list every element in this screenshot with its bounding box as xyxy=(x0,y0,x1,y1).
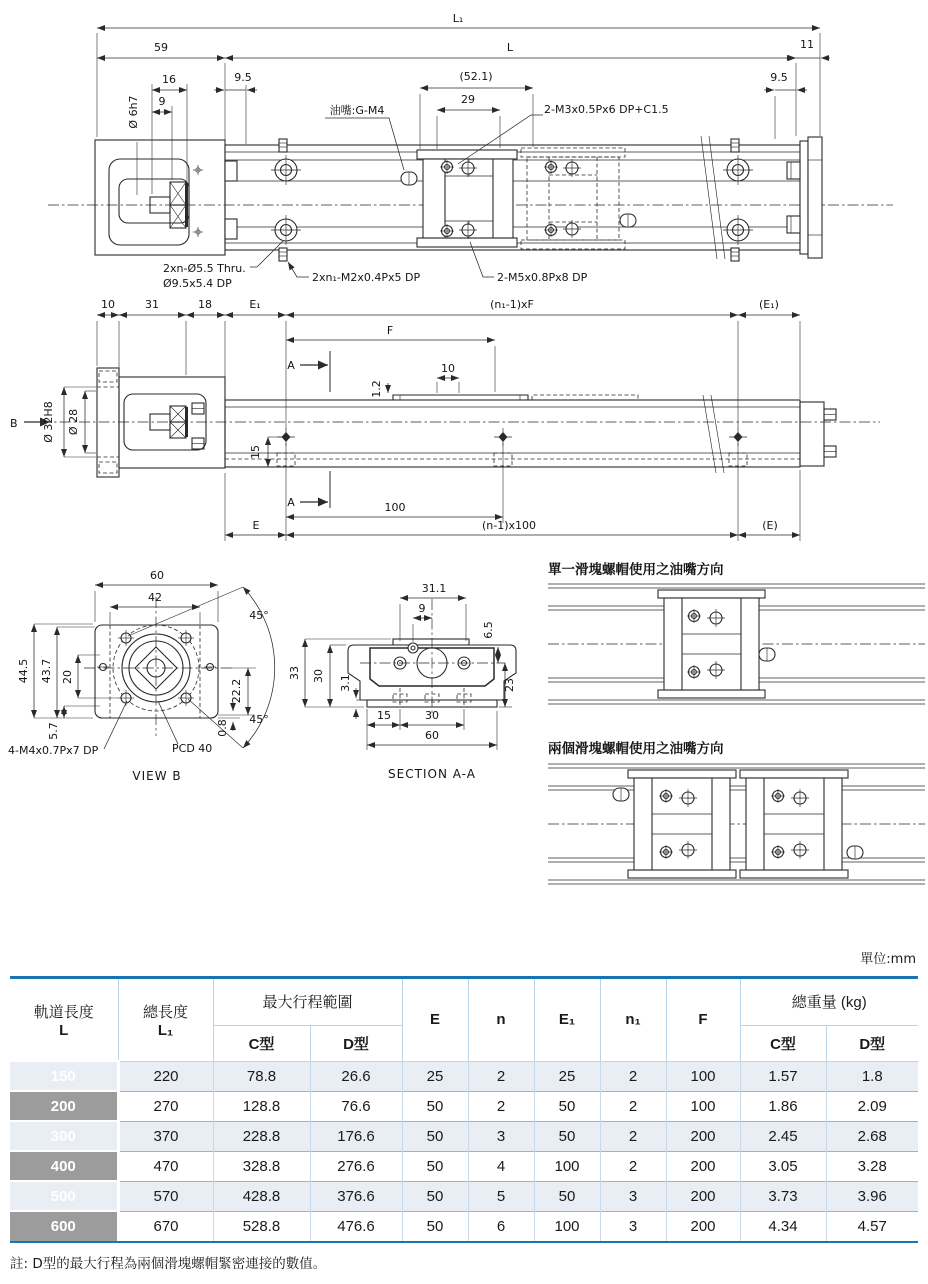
dim-31-section-label: 3.1 xyxy=(339,674,352,692)
motor-flange xyxy=(97,368,119,477)
col-header-e1: E₁ xyxy=(534,979,600,1061)
section-aa-drawing xyxy=(288,582,516,781)
col-header-total-length xyxy=(118,979,213,1061)
table-cell: 428.8 xyxy=(213,1181,310,1211)
nipple-double-diagram xyxy=(548,740,925,884)
dim-95-right-label: 9.5 xyxy=(770,71,788,84)
dim-100-label: 100 xyxy=(384,501,406,514)
table-cell: 276.6 xyxy=(310,1151,402,1181)
table-cell: 50 xyxy=(402,1091,468,1121)
side-view-drawing xyxy=(10,298,880,541)
view-b-drawing xyxy=(8,569,275,783)
dim-57-label: 5.7 xyxy=(47,722,60,740)
table-row xyxy=(10,1121,918,1151)
row-length-chip: 500 xyxy=(10,1181,118,1211)
table-cell: 470 xyxy=(118,1151,213,1181)
spec-table-wrapper xyxy=(10,976,918,1243)
table-cell: 2 xyxy=(468,1091,534,1121)
row-length-chip: 300 xyxy=(10,1121,118,1151)
table-cell: 3.73 xyxy=(740,1181,826,1211)
row-length-chip: 200 xyxy=(10,1091,118,1121)
col-header-total-weight: 總重量 (kg) xyxy=(740,979,918,1025)
table-cell: 2 xyxy=(600,1061,666,1091)
table-cell: 100 xyxy=(534,1151,600,1181)
table-cell: 128.8 xyxy=(213,1091,310,1121)
table-cell: 50 xyxy=(534,1181,600,1211)
col-header-total-symbol: L₁ xyxy=(157,1021,174,1039)
col-header-n: n xyxy=(468,979,534,1061)
table-cell: 100 xyxy=(666,1091,740,1121)
row-length-chip: 400 xyxy=(10,1151,118,1181)
dim-l-label: L xyxy=(506,41,514,54)
dim-30-label: 30 xyxy=(312,669,325,683)
table-cell: 100 xyxy=(666,1061,740,1091)
col-header-weight-d: D型 xyxy=(826,1025,918,1061)
dim-60-label: 60 xyxy=(150,569,164,582)
table-cell: 50 xyxy=(402,1211,468,1241)
table-cell: 50 xyxy=(402,1121,468,1151)
dim-60-section-label: 60 xyxy=(425,729,439,742)
dim-31-label: 31 xyxy=(145,298,159,311)
m4-thread-label: 4-M4x0.7Px7 DP xyxy=(8,744,99,757)
thru-hole-label-2: Ø9.5x5.4 DP xyxy=(163,277,232,290)
table-cell: 25 xyxy=(534,1061,600,1091)
nipple-single-title: 單一滑塊螺帽使用之油嘴方向 xyxy=(548,562,724,578)
unit-label: 單位:mm xyxy=(860,952,916,967)
table-cell: 2 xyxy=(600,1091,666,1121)
table-cell: 3.05 xyxy=(740,1151,826,1181)
dim-20-label: 20 xyxy=(61,670,74,684)
table-cell: 176.6 xyxy=(310,1121,402,1151)
thru-hole-label-1: 2xn-Ø5.5 Thru. xyxy=(163,262,246,275)
nipple-double-title: 兩個滑塊螺帽使用之油嘴方向 xyxy=(548,741,724,757)
dim-10-top-label: 10 xyxy=(441,362,455,375)
oil-port-label: 油嘴:G-M4 xyxy=(329,104,385,117)
footnote: 註: D型的最大行程為兩個滑塊螺帽緊密連接的數值。 xyxy=(10,1256,327,1272)
dim-08-label: 0.8 xyxy=(216,719,229,737)
table-cell: 4.34 xyxy=(740,1211,826,1241)
table-cell: 228.8 xyxy=(213,1121,310,1151)
col-header-track-length xyxy=(10,979,118,1061)
carriage-block-phantom xyxy=(521,148,636,249)
table-row xyxy=(10,1091,918,1121)
table-cell: 3 xyxy=(600,1181,666,1211)
dim-l1-label: L₁ xyxy=(452,12,464,25)
table-cell: 25 xyxy=(402,1061,468,1091)
table-cell: 2 xyxy=(600,1121,666,1151)
col-header-max-stroke: 最大行程範圍 xyxy=(213,979,402,1025)
nipple-single-diagram xyxy=(548,561,925,704)
table-cell: 200 xyxy=(666,1181,740,1211)
dim-18-label: 18 xyxy=(198,298,212,311)
dim-12-label: 1.2 xyxy=(370,380,383,398)
dim-95-left-label: 9.5 xyxy=(234,71,252,84)
table-cell: 50 xyxy=(534,1091,600,1121)
dim-437-label: 43.7 xyxy=(40,658,53,684)
table-row xyxy=(10,1211,918,1241)
col-header-f: F xyxy=(666,979,740,1061)
carriage-top-profile xyxy=(393,395,528,400)
dim-11-label: 11 xyxy=(800,38,814,51)
table-row xyxy=(10,1181,918,1211)
dim-n1f-label: (n₁-1)xF xyxy=(490,298,534,311)
dim-65-label: 6.5 xyxy=(482,621,495,639)
table-cell: 2.68 xyxy=(826,1121,918,1151)
m5-thread-label: 2-M5x0.8Px8 DP xyxy=(497,271,588,284)
table-cell: 76.6 xyxy=(310,1091,402,1121)
table-cell: 1.86 xyxy=(740,1091,826,1121)
col-header-weight-c: C型 xyxy=(740,1025,826,1061)
dim-33-label: 33 xyxy=(288,666,301,680)
dim-445-label: 44.5 xyxy=(17,658,30,684)
table-cell: 376.6 xyxy=(310,1181,402,1211)
pcd-label: PCD 40 xyxy=(172,742,213,755)
m2-thread-label: 2xn₁-M2x0.4Px5 DP xyxy=(312,271,421,284)
dim-16-label: 16 xyxy=(162,73,176,86)
spec-table xyxy=(10,979,918,1241)
view-b-arrow-label: B xyxy=(10,417,18,430)
table-cell: 476.6 xyxy=(310,1211,402,1241)
table-cell: 270 xyxy=(118,1091,213,1121)
table-cell: 1.8 xyxy=(826,1061,918,1091)
table-cell: 3.96 xyxy=(826,1181,918,1211)
table-cell: 200 xyxy=(666,1121,740,1151)
dim-10-label: 10 xyxy=(101,298,115,311)
section-a-top-label: A xyxy=(287,359,295,372)
dim-29-label: 29 xyxy=(461,93,475,106)
dim-45-top-label: 45° xyxy=(249,609,269,622)
dim-15-section-label: 15 xyxy=(377,709,391,722)
top-view-drawing xyxy=(48,12,893,290)
col-header-e: E xyxy=(402,979,468,1061)
table-cell: 3 xyxy=(468,1121,534,1151)
m3-thread-label: 2-M3x0.5Px6 DP+C1.5 xyxy=(544,103,669,116)
table-cell: 2.09 xyxy=(826,1091,918,1121)
dim-45-bottom-label: 45° xyxy=(249,713,269,726)
table-cell: 200 xyxy=(666,1151,740,1181)
row-length-chip: 600 xyxy=(10,1211,118,1241)
table-cell: 3.28 xyxy=(826,1151,918,1181)
carriage-block xyxy=(401,150,517,247)
table-cell: 1.57 xyxy=(740,1061,826,1091)
dim-15-label: 15 xyxy=(249,445,262,459)
dim-shaft-label: Ø 6h7 xyxy=(127,95,140,129)
section-a-bottom-label: A xyxy=(287,496,295,509)
table-cell: 2 xyxy=(468,1061,534,1091)
dim-e-paren-label: (E) xyxy=(762,519,778,532)
col-header-n1: n₁ xyxy=(600,979,666,1061)
section-aa-title: SECTION A-A xyxy=(388,767,476,781)
col-header-track-text: 軌道長度 xyxy=(33,1003,94,1021)
dim-dia32-label: Ø 32H8 xyxy=(42,401,55,443)
table-cell: 528.8 xyxy=(213,1211,310,1241)
dim-222-label: 22.2 xyxy=(230,678,243,704)
table-cell: 670 xyxy=(118,1211,213,1241)
table-cell: 26.6 xyxy=(310,1061,402,1091)
table-cell: 5 xyxy=(468,1181,534,1211)
table-cell: 50 xyxy=(402,1181,468,1211)
col-header-stroke-c: C型 xyxy=(213,1025,310,1061)
dim-9-label: 9 xyxy=(158,95,166,108)
dim-42-label: 42 xyxy=(148,591,162,604)
dim-f-label: F xyxy=(386,324,394,337)
table-cell: 4.57 xyxy=(826,1211,918,1241)
table-cell: 6 xyxy=(468,1211,534,1241)
table-cell: 570 xyxy=(118,1181,213,1211)
dim-n100-label: (n-1)x100 xyxy=(481,519,537,532)
table-row xyxy=(10,1151,918,1181)
table-cell: 220 xyxy=(118,1061,213,1091)
side-hole-markers xyxy=(277,428,747,466)
table-cell: 2.45 xyxy=(740,1121,826,1151)
table-cell: 4 xyxy=(468,1151,534,1181)
dim-30b-label: 30 xyxy=(425,709,439,722)
table-cell: 50 xyxy=(402,1151,468,1181)
table-cell: 3 xyxy=(600,1211,666,1241)
dim-e1-label: E₁ xyxy=(249,298,261,311)
col-header-stroke-d: D型 xyxy=(310,1025,402,1061)
dim-9-section-label: 9 xyxy=(418,602,426,615)
table-cell: 200 xyxy=(666,1211,740,1241)
dim-311-label: 31.1 xyxy=(421,582,447,595)
dim-521-label: (52.1) xyxy=(459,70,493,83)
col-header-total-text: 總長度 xyxy=(142,1003,188,1021)
table-cell: 2 xyxy=(600,1151,666,1181)
dim-e-label: E xyxy=(252,519,260,532)
dim-23-label: 23 xyxy=(503,678,516,692)
table-cell: 100 xyxy=(534,1211,600,1241)
dim-dia28-label: Ø 28 xyxy=(67,408,80,436)
dim-59-label: 59 xyxy=(154,41,168,54)
table-row xyxy=(10,1061,918,1091)
col-header-track-symbol: L xyxy=(59,1021,69,1039)
table-cell: 50 xyxy=(534,1121,600,1151)
view-b-title: VIEW B xyxy=(132,769,182,783)
table-cell: 370 xyxy=(118,1121,213,1151)
dim-e1-paren-label: (E₁) xyxy=(759,298,779,311)
table-cell: 78.8 xyxy=(213,1061,310,1091)
table-cell: 328.8 xyxy=(213,1151,310,1181)
row-length-chip: 150 xyxy=(10,1061,118,1091)
